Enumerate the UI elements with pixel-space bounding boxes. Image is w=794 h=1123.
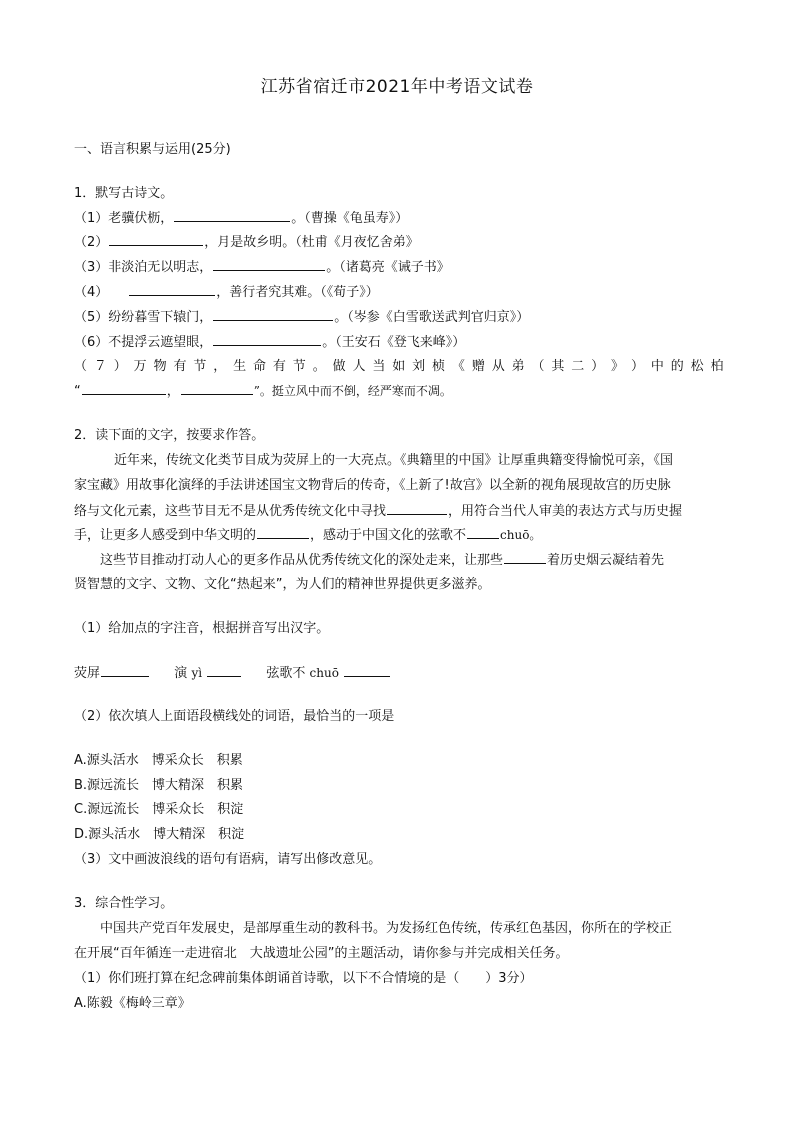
q1-line-7-char: ） xyxy=(630,359,644,374)
q1-line-7-char: 《 xyxy=(451,359,465,374)
q1-line-7-char: 中 xyxy=(650,359,664,374)
q1-line-7-char: 松 xyxy=(690,359,704,374)
answer-blank[interactable] xyxy=(181,381,253,395)
q1-line-7-char: 柏 xyxy=(710,359,724,374)
q1-line-7-char: 命 xyxy=(253,359,267,374)
q1-line-7-char: 桢 xyxy=(432,359,446,374)
q1-line-7-char: 弟 xyxy=(511,359,525,374)
q3-option-a: A.陈毅《梅岭三章》 xyxy=(74,996,191,1011)
q2-paragraph-line-2: 家宝藏》用故事化演绎的手法讲述国宝文物背后的传奇，《上新了!故宫》以全新的视角展现故宫的历史脉 xyxy=(74,478,671,493)
answer-blank[interactable] xyxy=(207,663,241,677)
page-title: 江苏省宿迁市2021年中考语文试卷 xyxy=(260,77,534,97)
q1-line-7-char: ， xyxy=(213,359,227,374)
q2-pinyin-row: 荧屏 演 yì 弦歌不 chuō xyxy=(74,663,724,684)
q2-paragraph-line-5: 这些节目推动打动人心的更多作品从优秀传统文化的深处走来，让那些 着历史烟云凝结着先 xyxy=(100,550,724,571)
q1-line-7-char: （ xyxy=(531,359,545,374)
answer-blank[interactable] xyxy=(344,663,390,677)
q2-option-d: D.源头活水 博大精深 积淀 xyxy=(74,827,245,842)
q1-line-7-char: （ xyxy=(74,359,88,374)
q1-line-3: （3）非淡泊无以明志， 。（诸葛亮《诫子书》 xyxy=(74,257,724,278)
q3-paragraph-line-2: 在开展“百年循连一走进宿北 大战遗址公园”的主题活动，请你参与并完成相关任务。 xyxy=(74,946,569,961)
answer-blank[interactable] xyxy=(213,257,325,271)
q2-option-a: A.源头活水 博采众长 积累 xyxy=(74,753,243,768)
q1-line-7-char: 如 xyxy=(392,359,406,374)
q2-subquestion-3: （3）文中画波浪线的语句有语病，请写出修改意见。 xyxy=(74,852,382,867)
q3-paragraph-line-1: 中国共产党百年发展史，是部厚重生动的教科书。为发扬红色传统，传承红色基因，你所在的学校正 xyxy=(100,921,673,936)
q1-line-7-char: 有 xyxy=(272,359,286,374)
q2-paragraph-line-4: 手，让更多人感受到中华文明的 ，感动于中国文化的弦歌不 chuō。 xyxy=(74,525,724,546)
q1-line-1: （1）老骥伏枥， 。（曹操《龟虽寿》） xyxy=(74,208,724,229)
q1-line-7-char: 刘 xyxy=(412,359,426,374)
q1-line-7-char: 节 xyxy=(193,359,207,374)
q1-line-7-char: 生 xyxy=(233,359,247,374)
q1-line-7-char: ） xyxy=(591,359,605,374)
q1-line-4: （4） ，善行者究其难。（《荀子》） xyxy=(74,282,724,303)
q1-line-7-char: 节 xyxy=(292,359,306,374)
q1-line-7-char: 万 xyxy=(133,359,147,374)
q1-line-7-char: 从 xyxy=(491,359,505,374)
q1-line-7 xyxy=(74,357,724,377)
q2-option-b: B.源远流长 博大精深 积累 xyxy=(74,778,244,793)
section-heading: 一、语言积累与运用(25分) xyxy=(74,142,231,157)
q1-line-7-char: 。 xyxy=(312,359,326,374)
answer-blank[interactable] xyxy=(467,525,499,539)
q1-line-7-char: 物 xyxy=(153,359,167,374)
answer-blank[interactable] xyxy=(82,381,166,395)
q1-line-7-char: 赠 xyxy=(471,359,485,374)
question-2-heading: 2．读下面的文字，按要求作答。 xyxy=(74,428,265,443)
q2-subquestion-2: （2）依次填人上面语段横线处的词语，最恰当的一项是 xyxy=(74,709,395,724)
q2-paragraph-line-1: 近年来，传统文化类节目成为荧屏上的一大亮点。《典籍里的中国》让厚重典籍变得愉悦可亲，《国 xyxy=(114,453,674,468)
q1-line-7-char: 有 xyxy=(173,359,187,374)
answer-blank[interactable] xyxy=(109,232,203,246)
q3-subquestion-1: （1）你们班打算在纪念碑前集体朗诵首诗歌，以下不合情境的是（ ）3分） xyxy=(74,971,533,986)
q1-line-7-char: 的 xyxy=(670,359,684,374)
q2-paragraph-line-6: 贤智慧的文字、文物、文化“热起来”，为人们的精神世界提供更多滋养。 xyxy=(74,577,491,592)
answer-blank[interactable] xyxy=(504,550,546,564)
q1-line-6: （6）不提浮云遮望眼， 。（王安石《登飞来峰》） xyxy=(74,332,724,353)
answer-blank[interactable] xyxy=(174,208,290,222)
q1-line-5: （5）纷纷暮雪下辕门， 。（岑参《白雪歌送武判官归京》） xyxy=(74,307,724,328)
q1-line-7-char: 》 xyxy=(611,359,625,374)
question-1-heading: 1．默写古诗文。 xyxy=(74,186,174,201)
q1-line-7-char: 人 xyxy=(352,359,366,374)
answer-blank[interactable] xyxy=(129,282,215,296)
answer-blank[interactable] xyxy=(213,307,333,321)
answer-blank[interactable] xyxy=(387,501,447,515)
question-3-heading: 3．综合性学习。 xyxy=(74,896,174,911)
q1-line-7-char: 二 xyxy=(571,359,585,374)
q2-option-c: C.源远流长 博采众长 积淀 xyxy=(74,802,244,817)
q1-line-2: （2） ，月是故乡明。（杜甫《月夜忆舍弟》 xyxy=(74,232,724,253)
q1-line-7-char: ） xyxy=(113,359,127,374)
q2-subquestion-1: （1）给加点的字注音，根据拼音写出汉字。 xyxy=(74,621,330,636)
answer-blank[interactable] xyxy=(213,332,321,346)
answer-blank[interactable] xyxy=(101,663,149,677)
q1-line-7-char: 其 xyxy=(551,359,565,374)
answer-blank[interactable] xyxy=(257,525,309,539)
q1-line-7-char: 做 xyxy=(332,359,346,374)
q1-line-7-char: 当 xyxy=(372,359,386,374)
q2-paragraph-line-3: 络与文化元素，这些节目无不是从优秀传统文化中寻找 ，用符合当代人审美的表达方式与历史握 xyxy=(74,501,724,522)
q1-line-7-char: ７ xyxy=(93,359,107,374)
q1-line-8: “ ， ”。挺立风中而不倒，经严寒而不凋。 xyxy=(74,381,724,402)
